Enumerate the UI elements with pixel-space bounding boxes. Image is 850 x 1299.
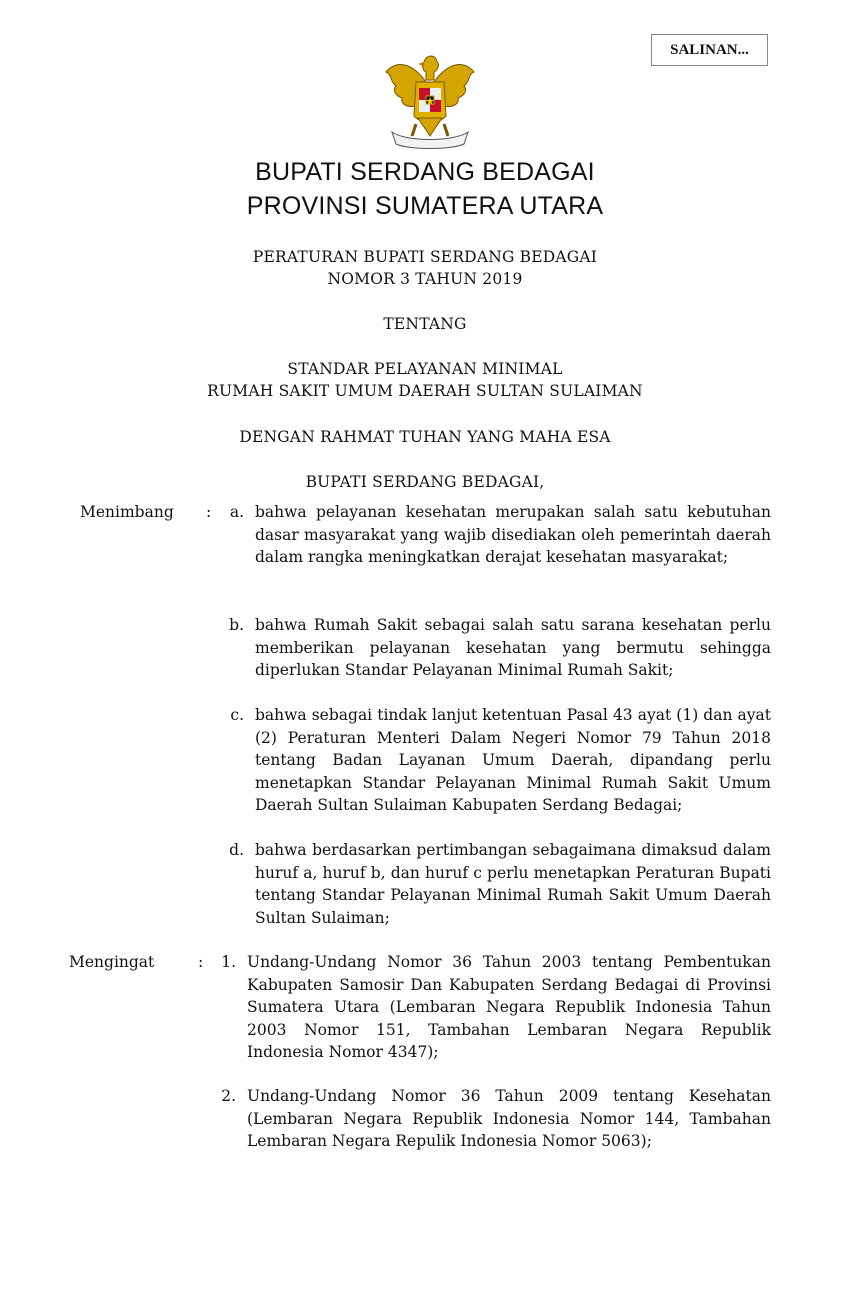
copy-stamp: SALINAN... <box>651 34 768 66</box>
regulation-number: NOMOR 3 TAHUN 2019 <box>327 270 523 288</box>
mengingat-mark-2: 2. <box>221 1087 236 1105</box>
mengingat-label: Mengingat <box>69 953 155 971</box>
subject-line1: STANDAR PELAYANAN MINIMAL <box>287 360 563 378</box>
issuer-signatory: BUPATI SERDANG BEDAGAI, <box>305 473 545 491</box>
about-heading: TENTANG <box>383 315 467 333</box>
menimbang-mark-d: d. <box>229 841 244 859</box>
blessing-line: DENGAN RAHMAT TUHAN YANG MAHA ESA <box>239 428 611 446</box>
issuer-title-line1: BUPATI SERDANG BEDAGAI <box>255 158 595 186</box>
menimbang-item-d: bahwa berdasarkan pertimbangan sebagaimana dimaksud dalam huruf a, huruf b, dan huruf c perlu menetapkan Peraturan Bupati tentang Standar Pelayanan Minimal Rumah Sakit Umum Daerah Sultan Sulaiman; <box>255 841 771 927</box>
subject-line2: RUMAH SAKIT UMUM DAERAH SULTAN SULAIMAN <box>207 382 643 400</box>
menimbang-item-a: bahwa pelayanan kesehatan merupakan salah satu kebutuhan dasar masyarakat yang wajib disediakan oleh pemerintah daerah dalam rangka meningkatkan derajat kesehatan masyarakat; <box>255 503 771 566</box>
menimbang-mark-b: b. <box>229 616 244 634</box>
menimbang-item-c: bahwa sebagai tindak lanjut ketentuan Pasal 43 ayat (1) dan ayat (2) Peraturan Menteri Dalam Negeri Nomor 79 Tahun 2018 tentang Badan Layanan Umum Daerah, dipandang perlu menetapkan Standar Pelayanan Minimal Rumah Sakit Umum Daerah Sultan Sulaiman Kabupaten Serdang Bedagai; <box>255 706 771 814</box>
mengingat-item-1: Undang-Undang Nomor 36 Tahun 2003 tentang Pembentukan Kabupaten Samosir Dan Kabupaten Serdang Bedagai di Provinsi Sumatera Utara (Lembaran Negara Republik Indonesia Tahun 2003 Nomor 151, Tambahan Lembaran Negara Republik Indonesia Nomor 4347); <box>247 953 771 1061</box>
menimbang-item-b: bahwa Rumah Sakit sebagai salah satu sarana kesehatan perlu memberikan pelayanan kesehatan yang bermutu sehingga diperlukan Standar Pelayanan Minimal Rumah Sakit; <box>255 616 771 679</box>
mengingat-item-2: Undang-Undang Nomor 36 Tahun 2009 tentang Kesehatan (Lembaran Negara Republik Indonesia Nomor 144, Tambahan Lembaran Negara Repulik Indonesia Nomor 5063); <box>247 1087 771 1150</box>
menimbang-mark-c: c. <box>230 706 244 724</box>
menimbang-mark-a: a. <box>229 503 244 521</box>
regulation-name: PERATURAN BUPATI SERDANG BEDAGAI <box>252 248 598 266</box>
menimbang-label: Menimbang <box>80 503 174 521</box>
mengingat-colon: : <box>198 953 204 971</box>
garuda-emblem-icon <box>382 52 478 150</box>
issuer-title-line2: PROVINSI SUMATERA UTARA <box>246 192 604 220</box>
menimbang-colon: : <box>206 503 212 521</box>
mengingat-mark-1: 1. <box>221 953 236 971</box>
